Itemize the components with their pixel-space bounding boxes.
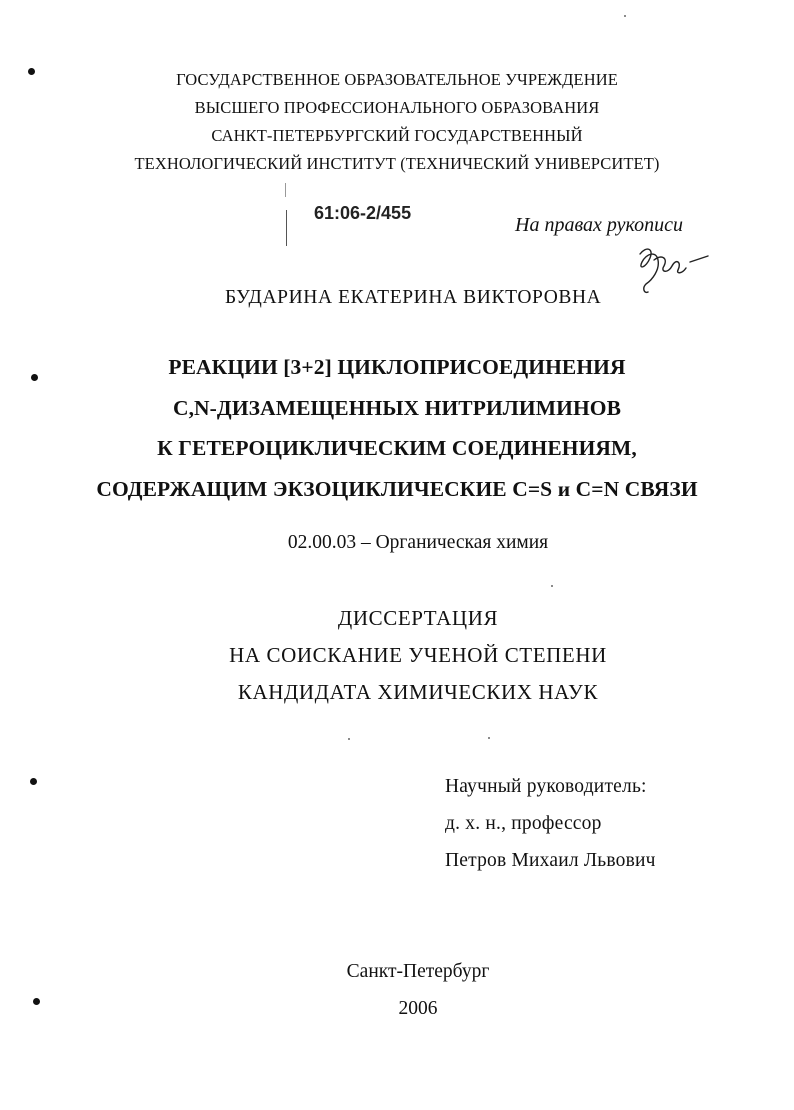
library-stamp-tick xyxy=(285,183,286,197)
institution-line: ТЕХНОЛОГИЧЕСКИЙ ИНСТИТУТ (ТЕХНИЧЕСКИЙ УНИВЕРСИТЕТ) xyxy=(134,154,660,173)
title-line: СОДЕРЖАЩИМ ЭКЗОЦИКЛИЧЕСКИЕ C=S и C=N СВЯЗИ xyxy=(96,476,698,501)
punch-hole-mark xyxy=(28,68,35,75)
place-and-year xyxy=(0,953,794,1027)
institution-header xyxy=(0,66,794,178)
punch-hole-mark xyxy=(31,374,38,381)
title-line: C,N-ДИЗАМЕЩЕННЫХ НИТРИЛИМИНОВ xyxy=(172,395,622,420)
degree-line: КАНДИДАТА ХИМИЧЕСКИХ НАУК xyxy=(237,680,599,704)
scan-speck xyxy=(551,585,553,587)
catalog-code: 61:06-2/455 xyxy=(314,203,412,223)
institution-line: ВЫСШЕГО ПРОФЕССИОНАЛЬНОГО ОБРАЗОВАНИЯ xyxy=(194,98,600,117)
city-name: Санкт-Петербург xyxy=(346,961,490,982)
scan-speck xyxy=(624,15,626,17)
degree-line: НА СОИСКАНИЕ УЧЕНОЙ СТЕПЕНИ xyxy=(229,643,607,667)
punch-hole-mark xyxy=(30,778,37,785)
advisor-degree: д. х. н., профессор xyxy=(445,813,602,834)
institution-line: ГОСУДАРСТВЕННОЕ ОБРАЗОВАТЕЛЬНОЕ УЧРЕЖДЕНИЕ xyxy=(176,70,618,89)
rights-notice: На правах рукописи xyxy=(515,214,683,236)
advisor-label: Научный руководитель: xyxy=(445,776,647,797)
advisor-name: Петров Михаил Львович xyxy=(445,850,656,871)
punch-hole-mark xyxy=(33,998,40,1005)
title-line: К ГЕТЕРОЦИКЛИЧЕСКИМ СОЕДИНЕНИЯМ, xyxy=(157,436,637,460)
signature-mark xyxy=(632,240,712,300)
scan-speck xyxy=(348,738,350,740)
library-stamp-bar xyxy=(286,210,287,246)
title-line: РЕАКЦИИ [3+2] ЦИКЛОПРИСОЕДИНЕНИЯ xyxy=(168,355,626,379)
dissertation-title xyxy=(0,347,794,509)
year: 2006 xyxy=(398,998,438,1019)
advisor-block xyxy=(445,768,656,879)
specialty-code: 02.00.03 – Органическая химия xyxy=(287,532,549,553)
institution-line: САНКТ-ПЕТЕРБУРГСКИЙ ГОСУДАРСТВЕННЫЙ xyxy=(211,126,583,145)
scan-speck xyxy=(488,737,490,739)
degree-statement xyxy=(0,600,794,711)
degree-line: ДИССЕРТАЦИЯ xyxy=(337,606,499,630)
author-name: БУДАРИНА ЕКАТЕРИНА ВИКТОРОВНА xyxy=(225,287,602,308)
